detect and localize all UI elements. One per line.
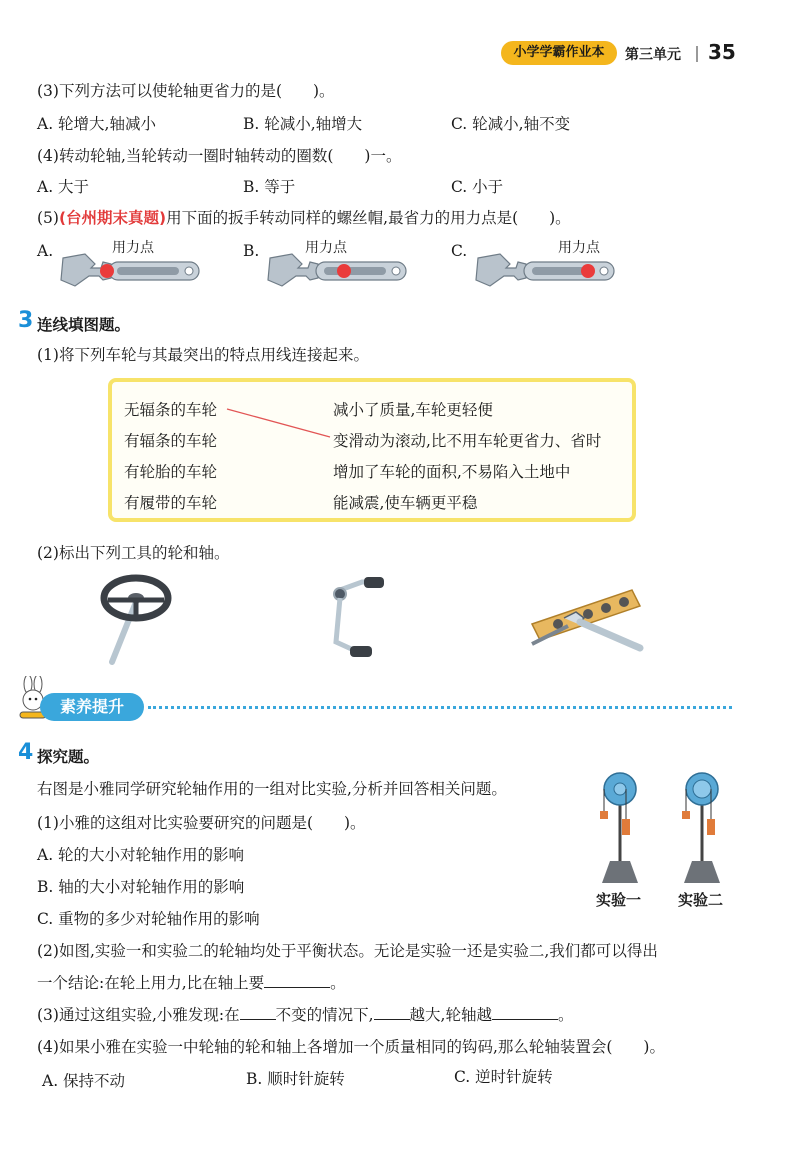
- faucet-handle-image: [318, 572, 388, 666]
- q5-option-a-label: A.: [37, 242, 54, 260]
- wrench-on-bolt-image: [528, 584, 644, 652]
- s4-q2-line1: (2)如图,实验一和实验二的轮轴均处于平衡状态。无论是实验一还是实验二,我们都可以得出: [37, 942, 658, 960]
- s4-q4-stem: (4)如果小雅在实验一中轮轴的轮和轴上各增加一个质量相同的钩码,那么轮轴装置会( )。: [37, 1038, 665, 1056]
- experiment-figures: [590, 765, 750, 885]
- q5-stem-line: [37, 207, 571, 229]
- wrench-c-image: [470, 250, 620, 290]
- section-3-sub1: (1)将下列车轮与其最突出的特点用线连接起来。: [37, 346, 369, 364]
- force-point-label-a: 用力点: [112, 240, 154, 256]
- s4-q4-option-c: C. 逆时针旋转: [454, 1068, 553, 1086]
- force-point-dot-a: [100, 264, 114, 278]
- wrench-a-image: [55, 250, 205, 290]
- q4-option-a: A. 大于: [37, 178, 90, 196]
- header-divider: [696, 46, 698, 62]
- wheel-item-2: 有辐条的车轮: [124, 432, 218, 450]
- force-point-dot-c: [581, 264, 595, 278]
- q5-tag: (台州期末真题): [58, 209, 167, 227]
- section-3-sub2: (2)标出下列工具的轮和轴。: [37, 544, 230, 562]
- q3-option-a: A. 轮增大,轴减小: [37, 115, 156, 133]
- wheel-item-3: 有轮胎的车轮: [124, 463, 218, 481]
- s4-q3-text-c: 越大,轮轴越: [409, 1006, 492, 1024]
- s4-q3-text-b: 不变的情况下,: [275, 1006, 374, 1024]
- s4-q4-option-a: A. 保持不动: [42, 1072, 126, 1090]
- section-4-title: 探究题。: [37, 748, 100, 766]
- s4-q2-line2: 一个结论:在轮上用力,比在轴上要 。: [37, 974, 346, 992]
- steering-wheel-image: [98, 572, 178, 666]
- wheel-item-4: 有履带的车轮: [124, 494, 218, 512]
- banner-dotted-line: [148, 706, 732, 709]
- q4-stem: (4)转动轮轴,当轮转动一圈时轴转动的圈数( )一。: [37, 147, 402, 165]
- force-point-dot-b: [337, 264, 351, 278]
- s4-q1-option-b: B. 轴的大小对轮轴作用的影响: [37, 878, 245, 896]
- force-point-label-b: 用力点: [305, 240, 347, 256]
- q3-option-b: B. 轮减小,轴增大: [243, 115, 363, 133]
- section-4-number: 4: [18, 740, 34, 765]
- s4-q1-option-a: A. 轮的大小对轮轴作用的影响: [37, 846, 245, 864]
- s4-q2-blank[interactable]: [264, 973, 330, 988]
- feature-item-3: 增加了车轮的面积,不易陷入土地中: [333, 463, 571, 481]
- wheel-item-1: 无辐条的车轮: [124, 401, 218, 419]
- feature-item-4: 能减震,使车辆更平稳: [333, 494, 478, 512]
- sample-connecting-line: [225, 405, 335, 445]
- s4-q3-line: (3)通过这组实验,小雅发现:在 不变的情况下, 越大,轮轴越 。: [37, 1006, 574, 1024]
- section-3-number: 3: [18, 308, 34, 333]
- s4-q3-blank-2[interactable]: [374, 1005, 410, 1020]
- section-3-title: 连线填图题。: [37, 316, 131, 334]
- feature-item-2: 变滑动为滚动,比不用车轮更省力、省时: [333, 432, 602, 450]
- experiment-2-label: 实验二: [678, 891, 724, 909]
- experiment-1-label: 实验一: [596, 891, 642, 909]
- section-4-intro: 右图是小雅同学研究轮轴作用的一组对比实验,分析并回答相关问题。: [37, 780, 507, 798]
- s4-q1-stem: (1)小雅的这组对比实验要研究的问题是( )。: [37, 814, 366, 832]
- book-title-badge: 小学学霸作业本: [501, 41, 617, 65]
- s4-q1-option-c: C. 重物的多少对轮轴作用的影响: [37, 910, 260, 928]
- q3-option-c: C. 轮减小,轴不变: [451, 115, 571, 133]
- unit-label: 第三单元: [625, 47, 681, 63]
- page-number: 35: [708, 40, 736, 64]
- wrench-b-image: [262, 250, 412, 290]
- literacy-banner: 素养提升: [40, 693, 144, 721]
- s4-q3-blank-1[interactable]: [240, 1005, 276, 1020]
- q4-option-c: C. 小于: [451, 178, 504, 196]
- s4-q3-blank-3[interactable]: [492, 1005, 558, 1020]
- q4-option-b: B. 等于: [243, 178, 296, 196]
- q5-option-b-label: B.: [243, 242, 260, 260]
- feature-item-1: 减小了质量,车轮更轻便: [333, 401, 493, 419]
- s4-q4-option-b: B. 顺时针旋转: [246, 1070, 345, 1088]
- s4-q3-text-a: (3)通过这组实验,小雅发现:在: [37, 1006, 240, 1024]
- q5-prefix: (5): [37, 209, 59, 227]
- q3-stem: (3)下列方法可以使轮轴更省力的是( )。: [37, 82, 335, 100]
- s4-q2-text: 一个结论:在轮上用力,比在轴上要: [37, 974, 265, 992]
- q5-option-c-label: C.: [451, 242, 468, 260]
- q5-stem: 用下面的扳手转动同样的螺丝帽,最省力的用力点是( )。: [166, 209, 571, 227]
- force-point-label-c: 用力点: [558, 240, 600, 256]
